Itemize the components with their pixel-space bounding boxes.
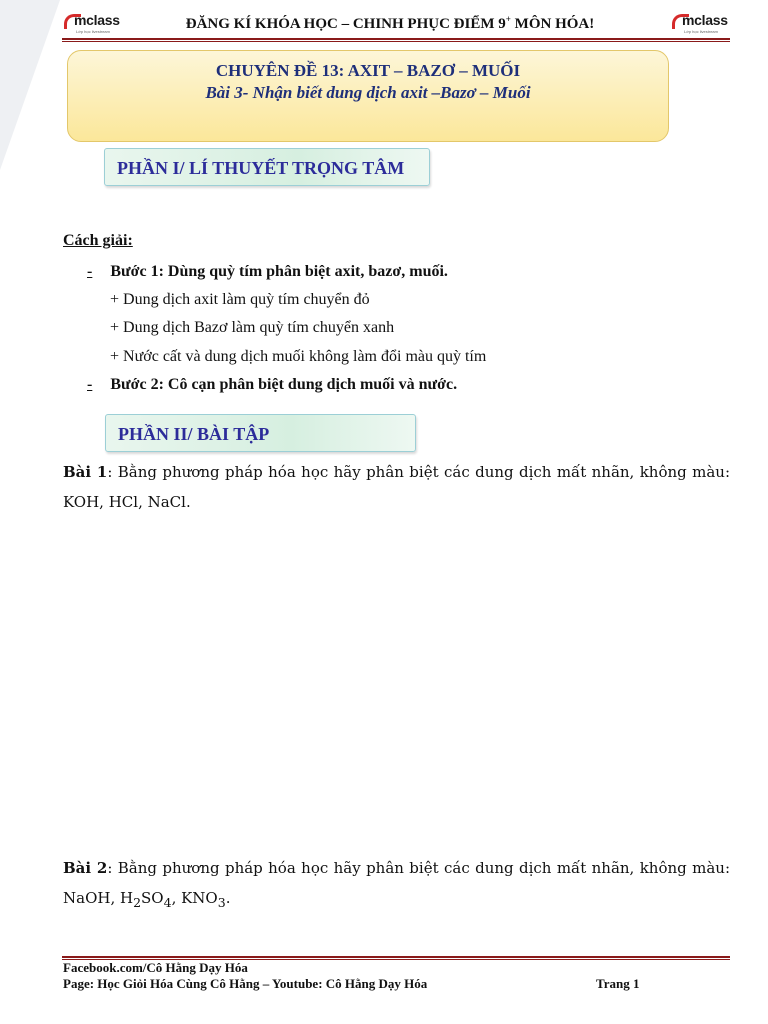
bullet-3: + Nước cất và dung dịch muối không làm đổi màu quỳ tím	[110, 348, 487, 365]
method-heading: Cách giải:	[63, 232, 133, 249]
corner-decoration	[0, 0, 60, 170]
logo-text: mclass	[682, 12, 728, 28]
header-title: ĐĂNG KÍ KHÓA HỌC – CHINH PHỤC ĐIỂM 9+ MÔN HÓA!	[185, 14, 595, 32]
section-2-heading: PHẦN II/ BÀI TẬP	[105, 414, 416, 452]
step-2: - Bước 2: Cô cạn phân biệt dung dịch muối và nước.	[87, 376, 458, 393]
logo-text: mclass	[74, 12, 120, 28]
footer-facebook: Facebook.com/Cô Hằng Dạy Hóa	[63, 960, 248, 975]
exercise-1: Bài 1: Bằng phương pháp hóa học hãy phân biệt các dung dịch mất nhãn, không màu: KOH, HCl, NaCl.	[63, 463, 730, 511]
exercise-2: Bài 2: Bằng phương pháp hóa học hãy phân biệt các dung dịch mất nhãn, không màu: NaOH, $H_2SO_4$, $KNO_3$.	[63, 859, 730, 910]
mclass-logo-left	[64, 12, 124, 36]
bullet-1: + Dung dịch axit làm quỳ tím chuyển đỏ	[110, 291, 370, 308]
topic-banner	[67, 50, 669, 142]
topic-title: CHUYÊN ĐỀ 13: AXIT – BAZƠ – MUỐI	[215, 61, 521, 80]
footer-page-youtube: Page: Học Giỏi Hóa Cùng Cô Hằng – Youtube: Cô Hằng Dạy Hóa	[63, 976, 428, 991]
bullet-2: + Dung dịch Bazơ làm quỳ tím chuyển xanh	[110, 319, 395, 336]
logo-tagline: Lớp học livestream	[684, 29, 718, 34]
footer-divider	[62, 956, 730, 958]
mclass-logo-right	[672, 12, 732, 36]
logo-tagline: Lớp học livestream	[76, 29, 110, 34]
header-divider-thin	[62, 41, 730, 42]
section-1-heading: PHẦN I/ LÍ THUYẾT TRỌNG TÂM	[104, 148, 430, 186]
page-number: Trang 1	[596, 976, 640, 991]
step-1: - Bước 1: Dùng quỳ tím phân biệt axit, bazơ, muối.	[87, 263, 448, 280]
header-divider	[62, 38, 730, 40]
topic-subtitle: Bài 3- Nhận biết dung dịch axit –Bazơ – Muối	[205, 83, 531, 102]
